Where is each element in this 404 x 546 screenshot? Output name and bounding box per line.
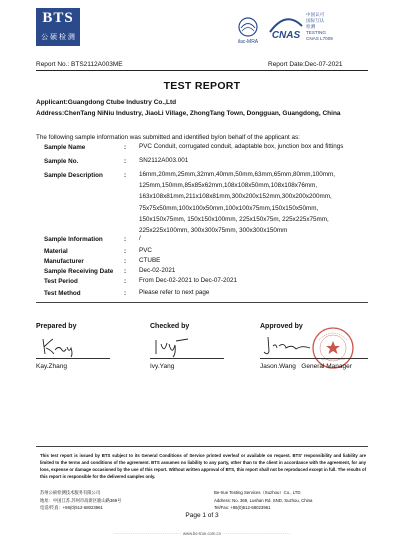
signature-ivy xyxy=(152,336,192,358)
approved-by-label: Approved by xyxy=(260,323,303,330)
cnas-cn-line1: 中国认可 xyxy=(306,12,325,17)
row-colon: : xyxy=(124,158,127,165)
intro-text: The following sample information was submitted and identified by/on behalf of the applicant as: xyxy=(36,134,300,141)
ilac-text: ilac-MRA xyxy=(237,39,259,45)
website-dash-right: ------------------------------------ xyxy=(222,531,291,536)
value-line: 163x108x81mm,211x108x81mm,300x200x152mm,300x200x200mm, xyxy=(139,193,332,201)
row-label-manufacturer: Manufacturer xyxy=(44,258,84,265)
row-value-sample-name xyxy=(139,141,343,152)
checked-by-name: Ivy.Yang xyxy=(150,363,175,370)
disclaimer-text: This test report is issued by BTS subject to its General Conditions of Service printed overleaf or available on request. BTS' responsibility and liability are limited to the terms and conditions of the agreement. BTS assumes no liability to any party, other than to the client in accordance with the agreement, for any loss, expense or damage occasioned by the use of this report. Without written approval of BTS, this report shall not be reproduced except in full. The results of this report is responsible for the delivered samples only. xyxy=(40,453,366,479)
value-line: 75x75x50mm,100x100x50mm,100x100x75mm,150x150x50mm, xyxy=(139,204,319,212)
cnas-caption xyxy=(306,12,356,42)
row-label-material: Material xyxy=(44,248,68,255)
signature-line-checked xyxy=(150,358,224,359)
row-colon: : xyxy=(124,268,127,275)
row-label-test-method: Test Method xyxy=(44,290,81,297)
row-label-test-period: Test Period xyxy=(44,278,78,285)
value-line: PVC Conduit, corrugated conduit, adaptable box, junction box and fittings xyxy=(139,143,344,150)
address-cn-street: 地址：中国江苏.苏州市高新区鹿山路369号 xyxy=(40,497,122,503)
value-line: 225x225x100mm, 300x300x75mm, 300x300x150mm xyxy=(139,226,288,234)
row-value-test-method xyxy=(139,287,209,298)
row-value-sample-no xyxy=(139,155,188,166)
row-label-receiving-date: Sample Receiving Date xyxy=(44,268,114,275)
address-en-street: Address: No. 369, Lushan Rd. SND, Suzhou, China xyxy=(214,497,313,503)
address-chinese xyxy=(40,489,121,512)
logo-text: BTS xyxy=(42,10,74,26)
page-number: Page 1 of 3 xyxy=(185,512,219,519)
cnas-text: CNAS xyxy=(271,30,301,41)
website-dash-left: ------------------------------------ xyxy=(113,531,182,536)
value-line: / xyxy=(139,235,141,242)
logo-subtext: 公 硕 检 测 xyxy=(41,34,75,41)
value-line: 125mm,150mm,85x85x62mm,108x108x50mm,108x108x76mm, xyxy=(139,182,318,190)
value-line: PVC xyxy=(139,247,152,254)
checked-by-label: Checked by xyxy=(150,323,190,330)
website-line xyxy=(0,531,404,536)
address-en-phone: Tel/Fax: +86(0)512-68023961 xyxy=(214,505,271,510)
row-colon: : xyxy=(124,236,127,243)
row-value-sample-description xyxy=(139,169,335,236)
row-colon: : xyxy=(124,290,127,297)
approved-by-name: Jason.Wang General Manager xyxy=(260,363,352,370)
signature-kay xyxy=(40,336,86,358)
cnas-logo xyxy=(266,12,306,48)
prepared-by-name: Kay.Zhang xyxy=(36,363,67,370)
row-label-sample-no: Sample No. xyxy=(44,158,79,165)
row-value-sample-information xyxy=(139,233,141,244)
row-colon: : xyxy=(124,172,127,179)
value-line: SN2112A003.001 xyxy=(139,157,189,164)
ilac-mra-logo xyxy=(232,16,264,46)
row-label-sample-information: Sample Information xyxy=(44,236,103,243)
row-colon: : xyxy=(124,248,127,255)
page-title: TEST REPORT xyxy=(163,80,241,92)
address-english xyxy=(214,489,312,512)
footer-divider xyxy=(36,446,368,447)
address-en-company: Be-true Testing Services（Suzhou）Co., LTD xyxy=(214,490,301,495)
cnas-cn-line3: 检测 xyxy=(306,24,316,29)
address-cn-company: 苏州公硕检测技术服务有限公司 xyxy=(40,490,101,495)
report-date: Report Date:Dec-07-2021 xyxy=(268,61,343,68)
address-cn-phone: 电话/传真：+86(0)512-68023961 xyxy=(40,505,103,510)
signature-line-prepared xyxy=(36,358,110,359)
website-url[interactable]: www.be-true.com.cn xyxy=(183,531,221,536)
cnas-en-line: TESTING xyxy=(306,30,326,35)
value-line: CTUBE xyxy=(139,257,161,264)
address: Address:ChenTang NiNiu Industry, JiaoLi Village, ZhongTang Town, Dongguan, Guangdong, China xyxy=(36,110,341,117)
signature-jason xyxy=(262,334,312,358)
report-number: Report No.: BTS2112A003ME xyxy=(36,61,123,68)
applicant: Applicant:Guangdong Ctube Industry Co.,Ltd xyxy=(36,99,177,106)
signature-line-approved xyxy=(260,358,368,359)
cnas-number: CNAS L7009 xyxy=(306,36,333,41)
value-line: 16mm,20mm,25mm,32mm,40mm,50mm,63mm,65mm,80mm,100mm, xyxy=(139,171,335,178)
value-line: Please refer to next page xyxy=(139,289,210,296)
value-line: From Dec-02-2021 to Dec-07-2021 xyxy=(139,277,237,284)
row-value-test-period xyxy=(139,275,237,286)
value-line: 150x150x75mm, 150x150x100mm, 225x150x75m, 225x225x75mm, xyxy=(139,215,329,223)
prepared-by-label: Prepared by xyxy=(36,323,77,330)
row-colon: : xyxy=(124,278,127,285)
section-divider xyxy=(36,302,368,303)
row-label-sample-name: Sample Name xyxy=(44,144,86,151)
bts-logo xyxy=(36,8,80,46)
row-colon: : xyxy=(124,144,127,151)
row-colon: : xyxy=(124,258,127,265)
row-label-sample-description: Sample Description xyxy=(44,172,103,179)
cnas-cn-line2: 国际互认 xyxy=(306,18,325,23)
value-line: Dec-02-2021 xyxy=(139,267,176,274)
header-divider xyxy=(36,70,368,71)
